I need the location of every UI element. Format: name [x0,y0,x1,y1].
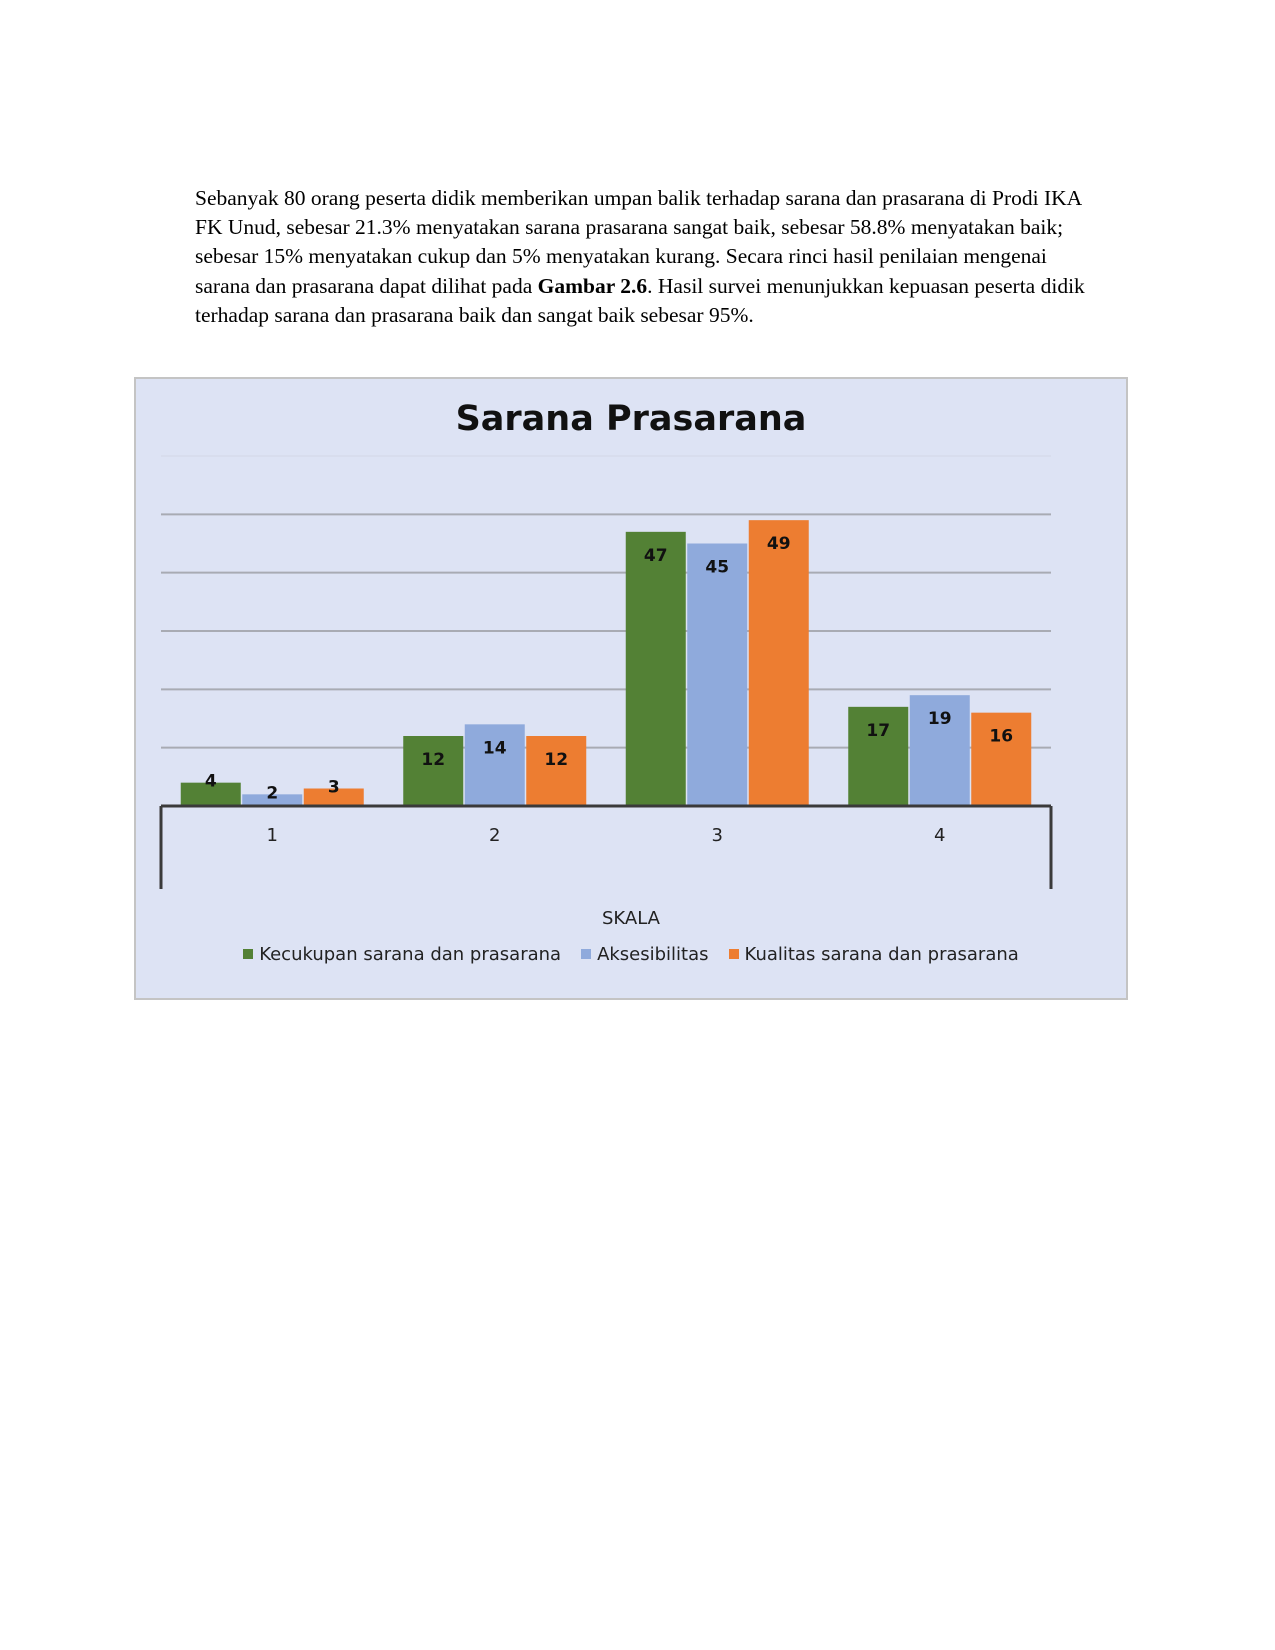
legend-swatch [581,949,591,959]
data-label: 14 [482,738,507,759]
legend-swatch [729,949,739,959]
chart-title: Sarana Prasarana [455,399,807,439]
data-label: 2 [266,783,279,804]
data-label: 4 [204,771,217,792]
legend-label: Kecukupan sarana dan prasarana [259,944,562,965]
data-label: 12 [421,750,446,770]
data-label: 49 [766,534,791,555]
x-tick-label: 4 [934,825,946,846]
x-axis-label: SKALA [602,908,660,929]
body-paragraph [195,184,1095,330]
data-label: 45 [705,557,730,578]
paragraph-text: . Hasil survei menunjukkan kepuasan peserta didik terhadap sarana dan prasarana baik dan sangat baik sebesar 95%. [195,273,1085,327]
legend-item [243,944,561,965]
x-tick-label: 2 [489,825,501,846]
legend-label: Kualitas sarana dan prasarana [744,944,1019,965]
chart-plot [136,379,1126,998]
data-label: 47 [643,545,668,566]
data-label: 19 [927,709,952,730]
x-tick-label: 3 [711,825,723,846]
data-label: 12 [544,750,569,770]
data-label: 16 [989,726,1014,747]
x-tick-label: 1 [266,825,278,846]
legend-item [729,944,1019,965]
paragraph-text: Sebanyak 80 orang peserta didik memberikan umpan balik terhadap sarana dan prasarana di Prodi IKA FK Unud, sebesar 21.3% menyatakan sarana prasarana sangat baik, sebesar 58.8% menyatakan baik; sebesar 15% menyatakan cukup dan 5% menyatakan kurang. Secara rinci hasil penilaian mengenai sarana dan prasarana dapat dilihat pada [195,186,1081,298]
figure-reference: Gambar 2.6 [537,273,648,298]
data-label: 3 [327,777,340,798]
bar [403,736,463,806]
bar [465,724,525,806]
legend-label: Aksesibilitas [597,944,709,965]
chart-legend [136,944,1126,965]
bar [626,532,686,806]
bar [687,544,747,807]
legend-item [581,944,708,965]
legend-swatch [243,949,253,959]
bar [526,736,586,806]
bar [749,520,809,806]
bar-chart [134,377,1128,1000]
data-label: 17 [866,720,891,741]
